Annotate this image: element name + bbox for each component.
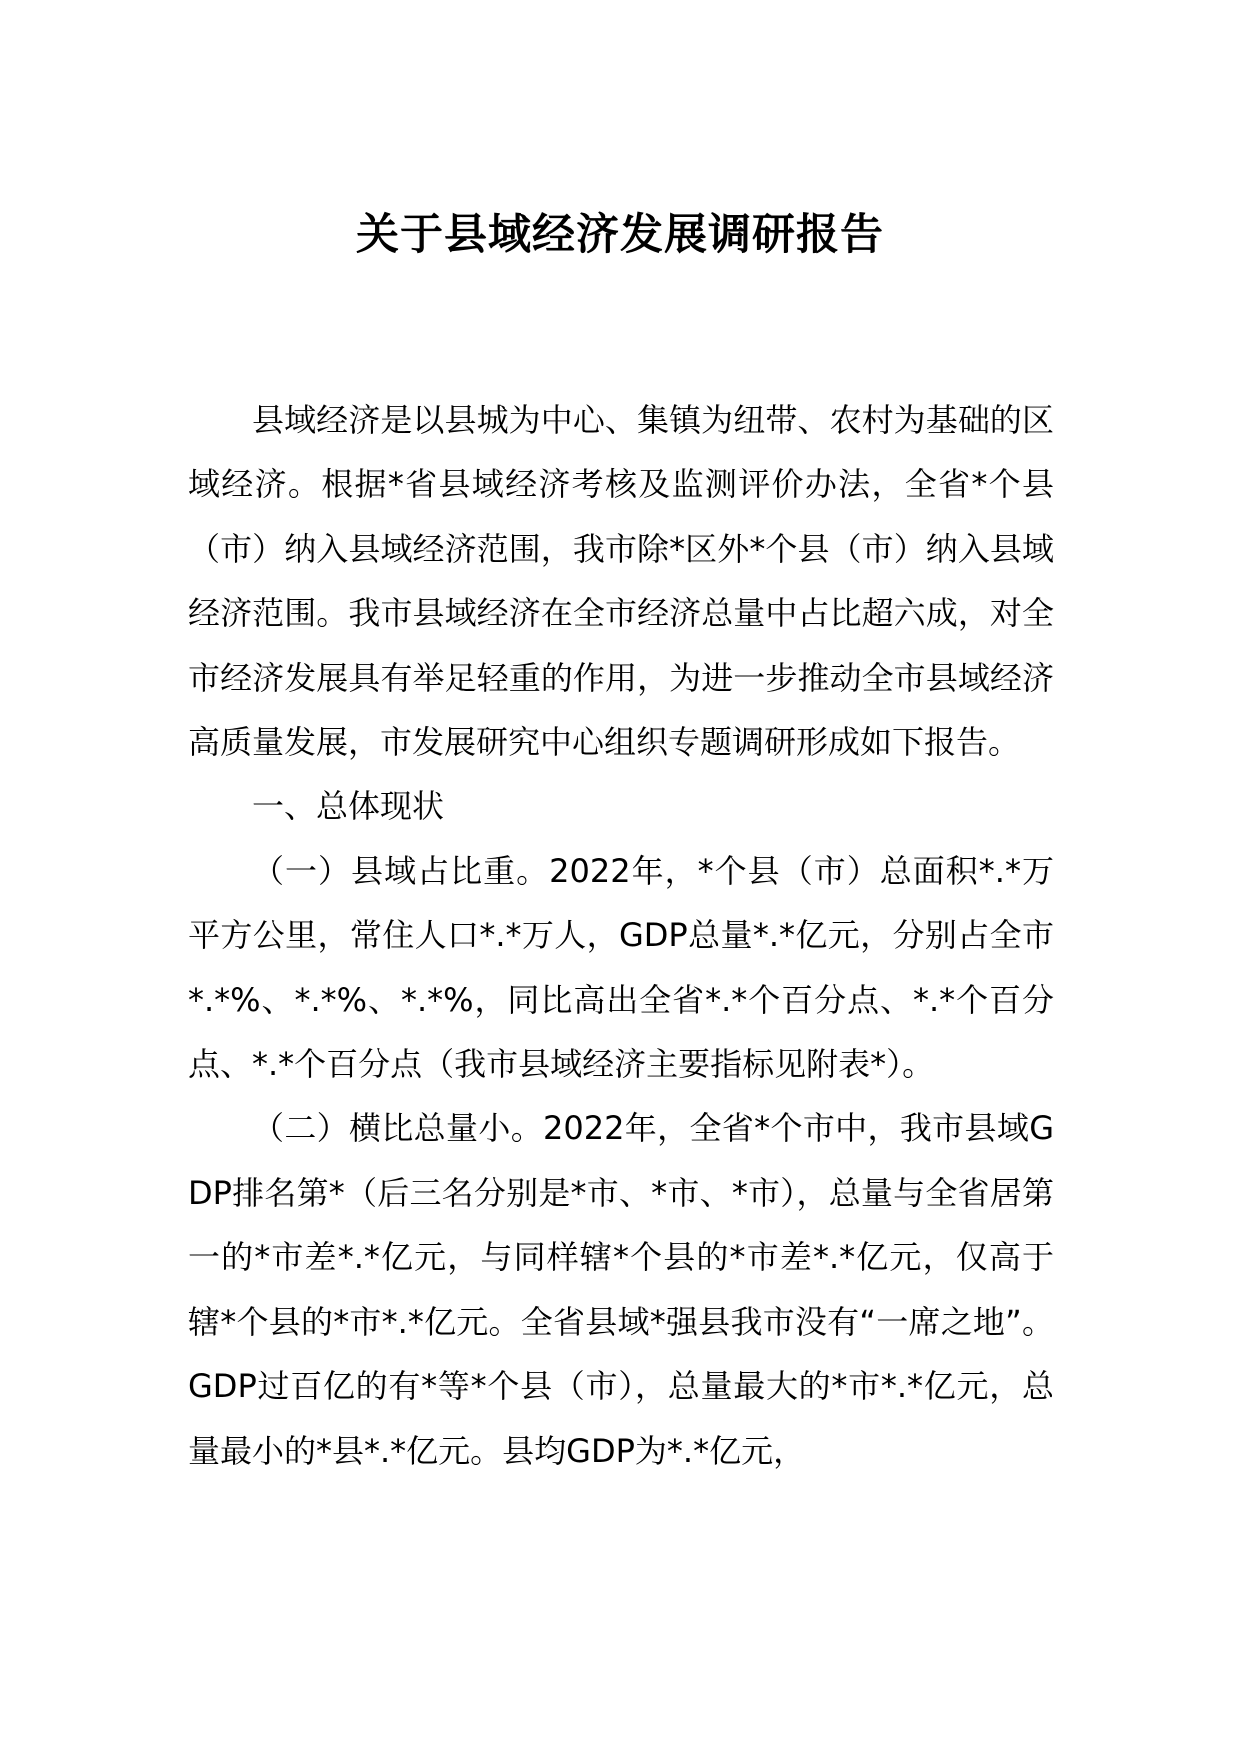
document-title: 关于县域经济发展调研报告 [356, 210, 884, 260]
subsection-paragraph-2: （二）横比总量小。2022年，全省*个市中，我市县域GDP排名第*（后三名分别是*市、*市、*市），总量与全省居第一的*市差*.*亿元，与同样辖*个县的*市差*.*亿元，仅高于辖*个县的*市*.*亿元。全省县域*强县我市没有“一席之地”。GDP过百亿的有*等*个县（市），总量最大的*市*.*亿元，总量最小的*县*.*亿元。县均GDP为*.*亿元， [188, 1109, 1054, 1470]
document-body [188, 388, 1054, 1483]
subsection-paragraph-1: （一）县域占比重。2022年，*个县（市）总面积*.*万平方公里，常住人口*.*万人，GDP总量*.*亿元，分别占全市*.*%、*.*%、*.*%，同比高出全省*.*个百分点、*.*个百分点、*.*个百分点（我市县域经济主要指标见附表*）。 [188, 851, 1054, 1084]
intro-paragraph: 县域经济是以县城为中心、集镇为纽带、农村为基础的区域经济。根据*省县域经济考核及监测评价办法，全省*个县（市）纳入县域经济范围，我市除*区外*个县（市）纳入县域经济范围。我市县域经济在全市经济总量中占比超六成，对全市经济发展具有举足轻重的作用，为进一步推动全市县域经济高质量发展，市发展研究中心组织专题调研形成如下报告。 [188, 401, 1054, 762]
section-heading-1: 一、总体现状 [252, 787, 445, 826]
